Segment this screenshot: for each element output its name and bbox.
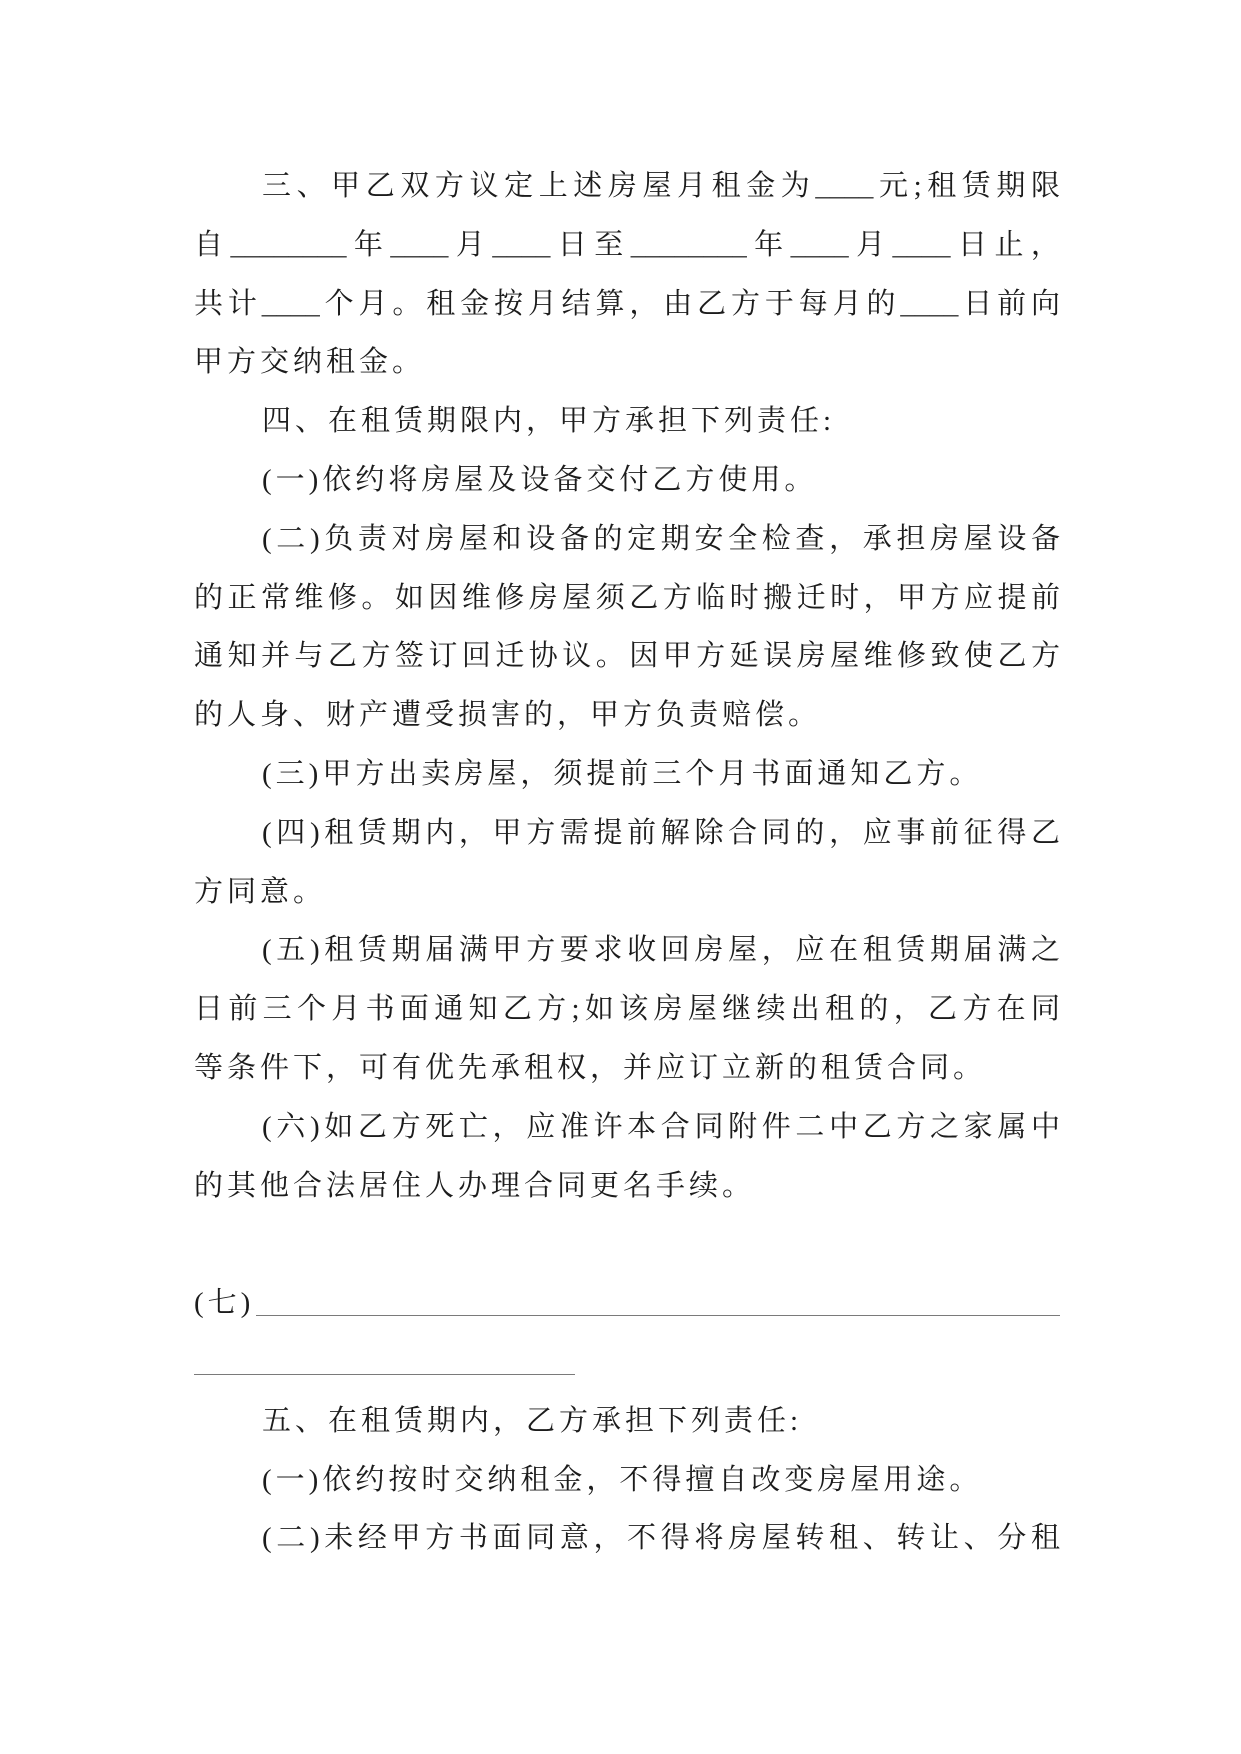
clause-four-item-7-label: (七)	[194, 1287, 255, 1319]
clause-four-item-3-line	[262, 752, 1060, 796]
clause-four-item-6-line-1-text: (六)如乙方死亡，应准许本合同附件二中乙方之家属中	[262, 1111, 1065, 1143]
clause-three-line-1-text: 三、甲乙双方议定上述房屋月租金为____ 元;租赁期限	[262, 170, 1066, 202]
clause-four-item-1-text: (一)依约将房屋及设备交付乙方使用。	[262, 464, 818, 496]
clause-five-item-2-line-1-text: (二)未经甲方书面同意，不得将房屋转租、转让、分租	[262, 1522, 1065, 1554]
clause-three-line-1	[262, 164, 1066, 208]
clause-three-line-2-text: 自________ 年____ 月____ 日至________ 年____ 月____ 日止，	[194, 229, 1068, 261]
clause-four-item-2-line-2-text: 的正常维修。如因维修房屋须乙方临时搬迁时，甲方应提前	[194, 582, 1065, 614]
clause-four-item-4-line-1-text: (四)租赁期内，甲方需提前解除合同的，应事前征得乙	[262, 817, 1065, 849]
clause-three-line-2	[194, 223, 1068, 267]
fill-in-blank: ____	[790, 229, 849, 261]
clause-three-line-3-text: 共计____ 个月。租金按月结算，由乙方于每月的____ 日前向	[194, 288, 1065, 320]
clause-four-item-1-line	[262, 458, 1060, 502]
clause-four-heading-line	[262, 399, 1060, 443]
clause-four-item-2-line-4	[194, 693, 1060, 737]
clause-four-heading-text: 四、在租赁期限内，甲方承担下列责任:	[262, 405, 836, 437]
clause-four-item-2-line-4-text: 的人身、财产遭受损害的，甲方负责赔偿。	[194, 699, 822, 731]
clause-four-item-7-line	[194, 1281, 1060, 1325]
clause-three-line-4	[194, 340, 1060, 384]
fill-in-blank: ________	[630, 229, 747, 261]
clause-four-item-5-line-1-text: (五)租赁期届满甲方要求收回房屋，应在租赁期届满之	[262, 934, 1065, 966]
clause-four-item-5-line-3-text: 等条件下，可有优先承租权，并应订立新的租赁合同。	[194, 1052, 987, 1084]
fill-in-blank: ____	[492, 229, 551, 261]
clause-four-item-2-line-3-text: 通知并与乙方签订回迁协议。因甲方延误房屋维修致使乙方	[194, 640, 1065, 672]
fill-in-blank: ____	[900, 288, 959, 320]
clause-four-item-5-line-2-text: 日前三个月书面通知乙方;如该房屋继续出租的，乙方在同	[194, 993, 1066, 1025]
fill-in-blank: ____	[390, 229, 449, 261]
clause-four-item-2-line-3	[194, 634, 1065, 678]
fill-in-blank: ________	[230, 229, 347, 261]
clause-four-item-4-line-1	[262, 811, 1065, 855]
fill-in-blank-line	[256, 1281, 1060, 1316]
fill-in-blank-line-continued	[194, 1340, 575, 1375]
fill-in-blank: ____	[892, 229, 951, 261]
clause-four-item-4-line-2-text: 方同意。	[194, 876, 327, 908]
fill-in-blank: ____	[261, 288, 320, 320]
clause-five-heading-line	[262, 1399, 1060, 1443]
clause-three-line-4-text: 甲方交纳租金。	[194, 346, 426, 378]
clause-four-item-6-line-2	[194, 1164, 1060, 1208]
clause-five-item-1-text: (一)依约按时交纳租金，不得擅自改变房屋用途。	[262, 1464, 983, 1496]
clause-four-item-2-line-1	[262, 517, 1065, 561]
clause-three-line-3	[194, 282, 1065, 326]
clause-four-item-6-line-2-text: 的其他合法居住人办理合同更名手续。	[194, 1170, 756, 1202]
clause-four-item-2-line-2	[194, 576, 1065, 620]
clause-four-item-4-line-2	[194, 870, 1060, 914]
clause-four-item-3-text: (三)甲方出卖房屋，须提前三个月书面通知乙方。	[262, 758, 983, 790]
clause-four-item-6-line-1	[262, 1105, 1065, 1149]
clause-four-item-5-line-3	[194, 1046, 1060, 1090]
clause-five-item-2-line-1	[262, 1516, 1065, 1560]
clause-four-item-2-line-1-text: (二)负责对房屋和设备的定期安全检查，承担房屋设备	[262, 523, 1065, 555]
clause-four-item-5-line-1	[262, 928, 1065, 972]
clause-five-heading-text: 五、在租赁期内，乙方承担下列责任:	[262, 1405, 803, 1437]
fill-in-blank: ____	[815, 170, 874, 202]
clause-five-item-1-line	[262, 1458, 1060, 1502]
clause-four-item-5-line-2	[194, 987, 1066, 1031]
